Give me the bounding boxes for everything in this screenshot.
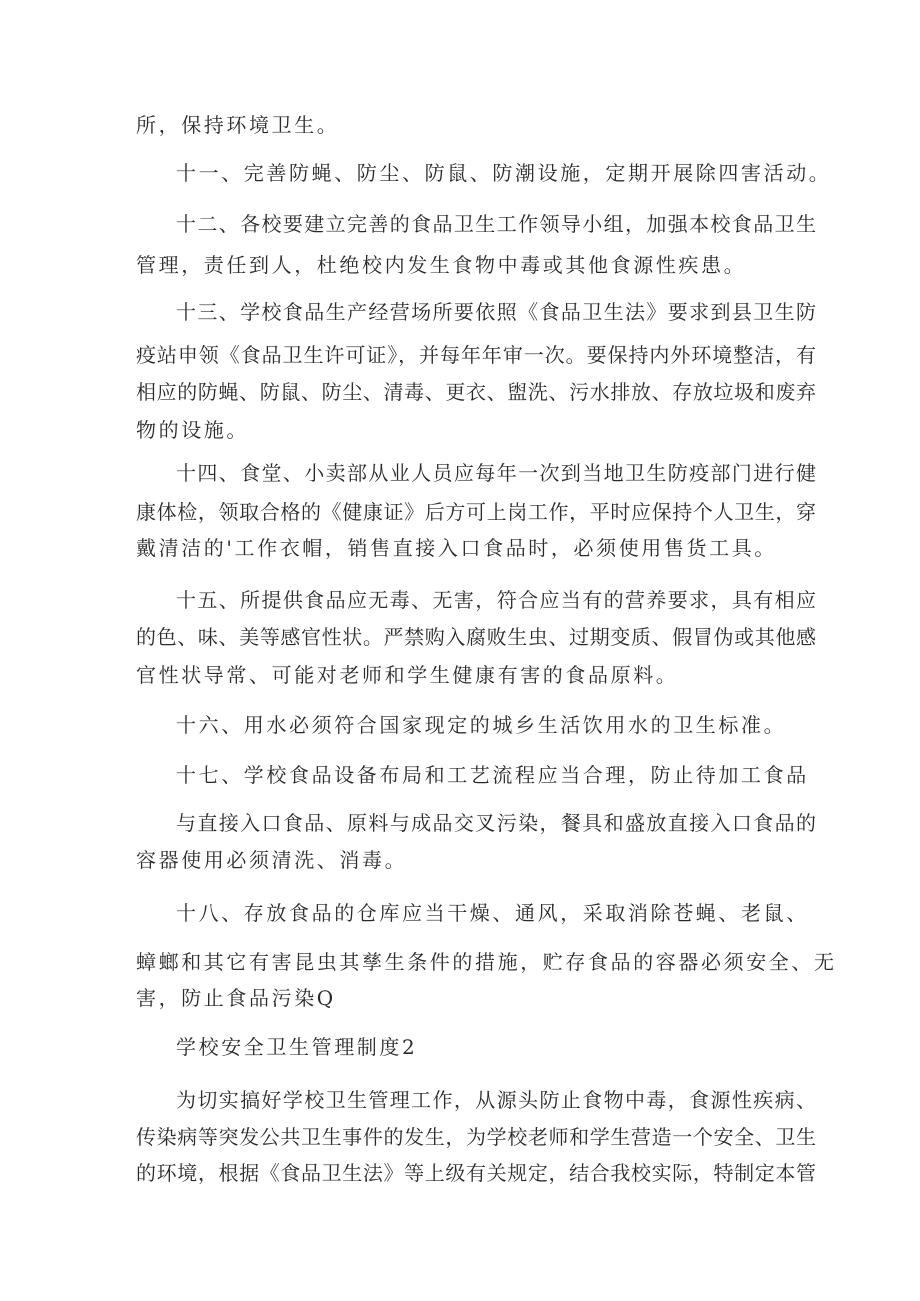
text-line: 害，防止食品污染Q [136,986,336,1010]
text-line: 传染病等突发公共卫生事件的发生，为学校老师和学生营造一个安全、卫生 [136,1125,816,1149]
text-line: 十四、食堂、小卖部从业人员应每年一次到当地卫生防疫部门进行健 [176,461,816,485]
text-line: 的环境，根据《食品卫生法》等上级有关规定，结合我校实际，特制定本管 [136,1161,816,1185]
text-line: 十五、所提供食品应无毒、无害，符合应当有的营养要求，具有相应 [176,588,816,612]
section-title: 学校安全卫生管理制度2 [176,1035,418,1059]
text-line: 管理，责任到人，杜绝校内发生食物中毒或其他食源性疾患。 [136,253,747,277]
text-line: 物的设施。 [136,418,249,442]
text-line: 所，保持环境卫生。 [136,113,340,137]
text-line: 相应的防蝇、防鼠、防尘、清毒、更衣、盥洗、污水排放、存放垃圾和废弃 [136,380,816,404]
text-line: 容器使用必须清洗、消毒。 [136,848,408,872]
text-line: 戴清洁的'工作衣帽，销售直接入口食品时，必须使用售货工具。 [136,536,777,560]
text-line: 的色、味、美等感官性状。严禁购入腐败生虫、过期变质、假冒伪或其他感 [136,625,816,649]
text-line: 为切实搞好学校卫生管理工作，从源头防止食物中毒，食源性疾病、 [176,1088,816,1112]
text-line: 十七、学校食品设备布局和工艺流程应当合理，防止待加工食品 [176,763,809,787]
text-line: 十三、学校食品生产经营场所要依照《食品卫生法》要求到县卫生防 [176,300,816,324]
text-line: 十二、各校要建立完善的食品卫生工作领导小组，加强本校食品卫生 [176,212,816,236]
text-line: 十六、用水必须符合国家现定的城乡生活饮用水的卫生标准。 [176,713,787,737]
text-line: 官性状导常、可能对老师和学生健康有害的食品原料。 [136,663,679,687]
text-line: 与直接入口食品、原料与成品交叉污染，餐具和盛放直接入口食品的 [176,811,816,835]
text-line: 蟑螂和其它有害昆虫其孳生条件的措施，贮存食品的容器必须安全、无 [136,950,837,974]
text-line: 十八、存放食品的仓库应当干燥、通风，采取消除苍蝇、老鼠、 [176,901,809,925]
text-line: 疫站申领《食品卫生许可证》，并每年年审一次。要保持内外环境整洁，有 [136,343,816,367]
text-line: 康体检，领取合格的《健康证》后方可上岗工作，平时应保持个人卫生，穿 [136,500,816,524]
text-line: 十一、完善防蝇、防尘、防鼠、防潮设施，定期开展除四害活动。 [176,161,832,185]
